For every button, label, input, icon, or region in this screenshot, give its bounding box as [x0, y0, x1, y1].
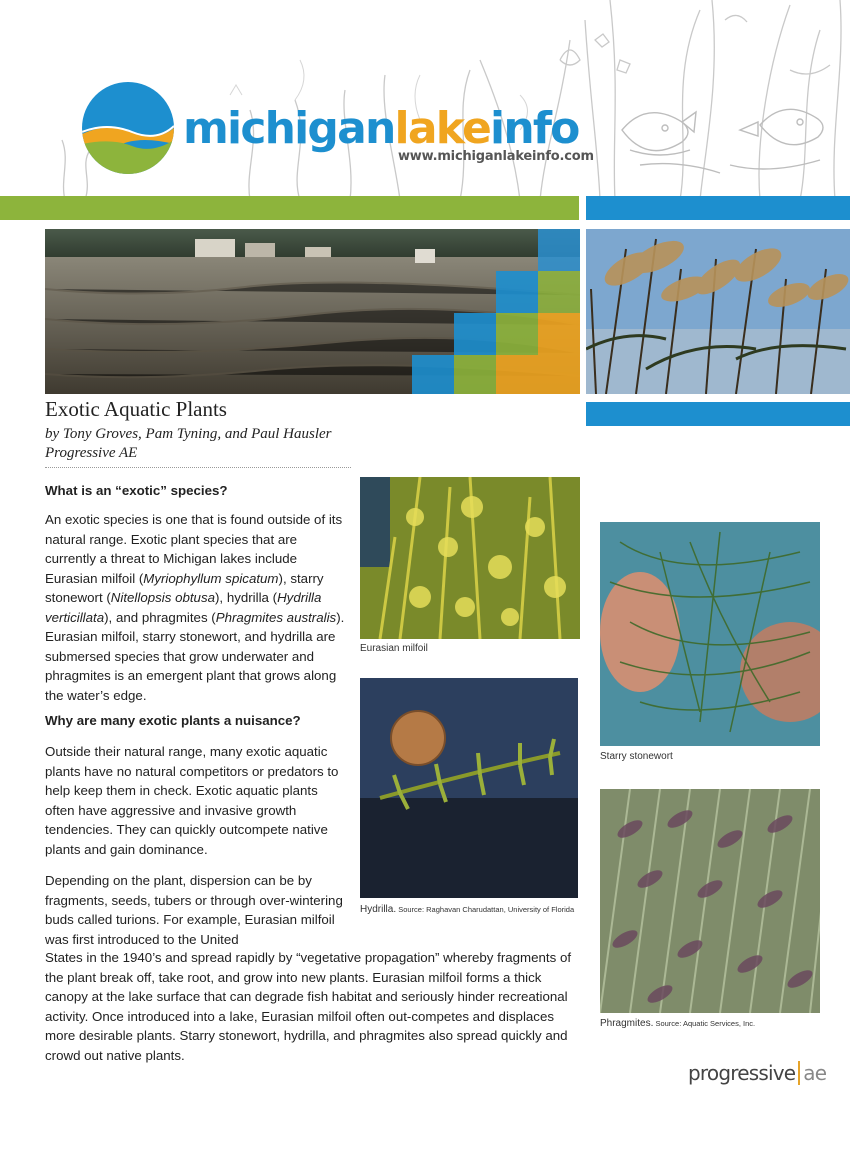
article-byline-block: [45, 425, 332, 463]
section-heading-nuisance: Why are many exotic plants a nuisance?: [45, 713, 301, 728]
caption-source: Source: Raghavan Charudattan, University of Florida: [396, 905, 575, 914]
phragmites-photo: [600, 789, 820, 1013]
article-byline: by Tony Groves, Pam Tyning, and Paul Hausler: [45, 426, 332, 442]
caption-eurasian-milfoil: Eurasian milfoil: [360, 643, 428, 654]
section-heading-exotic: What is an “exotic” species?: [45, 483, 228, 498]
paragraph-dispersion-continued: States in the 1940’s and spread rapidly by “vegetative propagation” whereby fragments of the plant break off, take root, and grow into new plants. Eurasian milfoil forms a thick canopy at the lake surface that can degrade fish habitat and seriously hinder recreational activity. Once introduced into a lake, Eurasian milfoil often out-competes and displaces more desirable plants. Starry stonewort, hydrilla, and phragmites also spread quickly and crowd out native plants.: [45, 950, 572, 1063]
logo-url[interactable]: www.michiganlakeinfo.com: [398, 149, 594, 164]
article-organization: Progressive AE: [45, 445, 138, 461]
blue-header-bar: [586, 196, 850, 220]
starry-stonewort-photo: [600, 522, 820, 746]
species-name: Hydrilla verticillata: [45, 590, 322, 625]
green-header-bar: [0, 196, 579, 220]
eurasian-milfoil-photo: [360, 477, 580, 639]
species-name: Phragmites australis: [215, 609, 337, 625]
phragmites-banner-photo: [586, 229, 850, 394]
species-name: Myriophyllum spicatum: [143, 570, 279, 586]
blue-divider-bar: [586, 402, 850, 426]
caption-phragmites: [600, 1018, 755, 1029]
text-run: An exotic species is one that is found outside of its natural range. Exotic plant species that are currently a threat to Michigan lakes include Eurasian milfoil (: [45, 512, 343, 586]
logo-separator: [798, 1061, 800, 1085]
logo-text-ae: ae: [803, 1061, 827, 1085]
lake-banner-photo: [45, 229, 580, 394]
text-run: ), and phragmites (: [104, 609, 216, 625]
logo-mark: [82, 82, 174, 174]
logo-word-lake: lake: [394, 103, 491, 154]
caption-title: Phragmites.: [600, 1018, 654, 1029]
text-run: ), hydrilla (: [215, 590, 278, 605]
progressive-ae-logo: [688, 1061, 826, 1085]
caption-hydrilla: [360, 904, 585, 915]
paragraph-nuisance: Outside their natural range, many exotic aquatic plants have no natural competitors or predators to help keep them in check. Exotic aquatic plants often have aggressive and invasive growth tendencies. They can quickly outcompete native plants and gain dominance.: [45, 744, 339, 857]
dotted-divider: [45, 467, 351, 468]
hydrilla-photo: [360, 678, 578, 898]
logo-wordmark: [183, 103, 579, 155]
text-run: ), starry stonewort (: [45, 570, 324, 605]
article-title: Exotic Aquatic Plants: [45, 397, 227, 421]
caption-starry-stonewort: Starry stonewort: [600, 751, 673, 762]
caption-title: Hydrilla.: [360, 904, 397, 915]
paragraph-dispersion-start: Depending on the plant, dispersion can be by fragments, seeds, tubers or through over-wintering buds called turions. For example, Eurasian milfoil was first introduced to the United: [45, 873, 343, 947]
logo-word-michigan: michigan: [183, 103, 395, 154]
logo-text: progressive: [688, 1061, 796, 1085]
caption-source: Source: Aquatic Services, Inc.: [653, 1019, 756, 1028]
text-run: ). Eurasian milfoil, starry stonewort, and hydrilla are submersed species that grow underwater and phragmites is an emergent plant that grows along the water’s edge.: [45, 609, 345, 703]
logo-word-info: info: [490, 103, 579, 154]
paragraph-exotic-definition: [45, 510, 345, 705]
species-name: Nitellopsis obtusa: [110, 590, 215, 605]
